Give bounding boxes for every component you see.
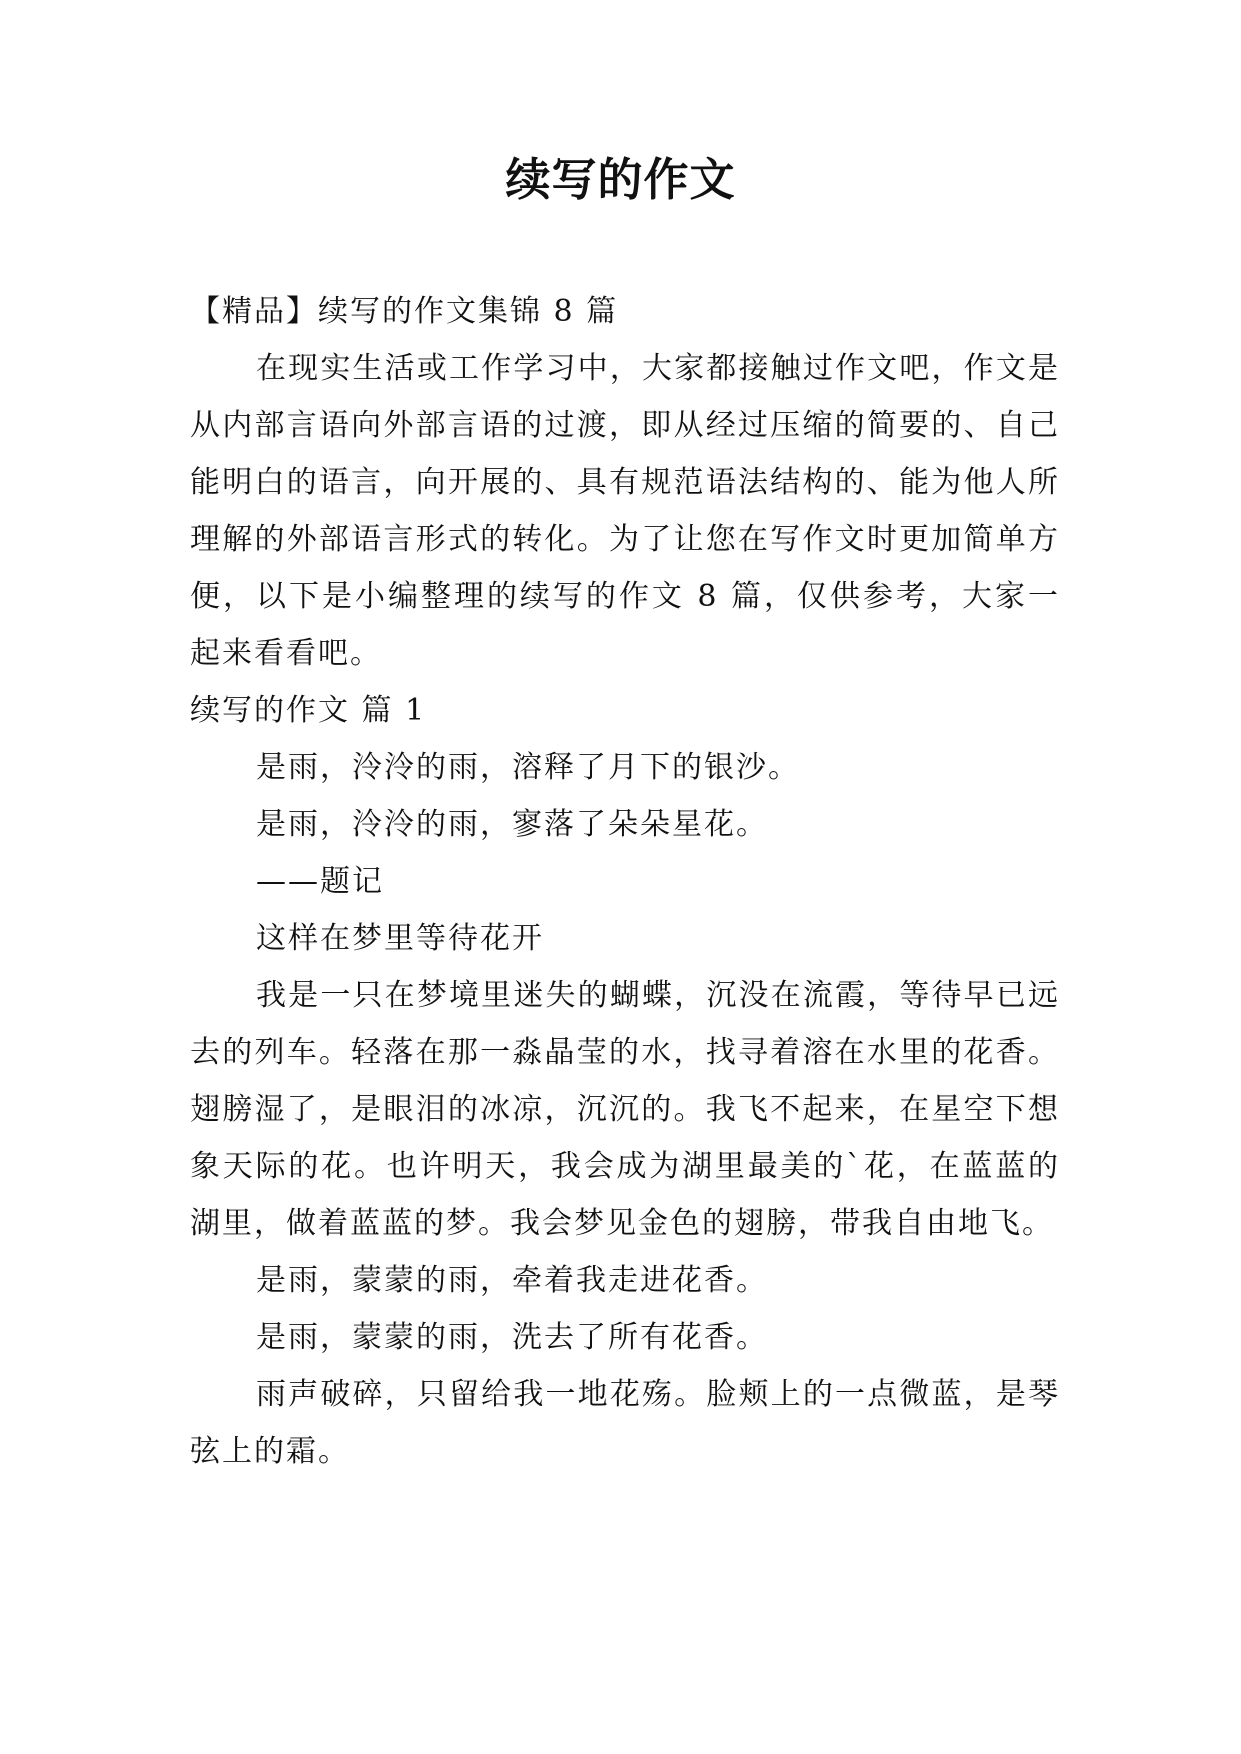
story-paragraph: 雨声破碎，只留给我一地花殇。脸颊上的一点微蓝，是琴弦上的霜。	[190, 1377, 1060, 1469]
story-paragraph: 我是一只在梦境里迷失的蝴蝶，沉没在流霞，等待早已远去的列车。轻落在那一淼晶莹的水，找寻着溶在水里的花香。翅膀湿了，是眼泪的冰凉，沉沉的。我飞不起来，在星空下想象天际的花。也许明天，我会成为湖里最美的`花，在蓝蓝的湖里，做着蓝蓝的梦。我会梦见金色的翅膀，带我自由地飞。	[190, 978, 1060, 1241]
section-heading: 续写的作文 篇 1	[190, 693, 427, 728]
poem-line: 是雨，泠泠的雨，寥落了朵朵星花。	[256, 807, 768, 842]
document-body	[190, 283, 1060, 1480]
poem-line: 是雨，泠泠的雨，溶释了月下的银沙。	[256, 750, 800, 785]
epigraph-label: ——题记	[256, 864, 384, 899]
intro-paragraph: 在现实生活或工作学习中，大家都接触过作文吧，作文是从内部言语向外部言语的过渡，即从经过压缩的简要的、自己能明白的语言，向开展的、具有规范语法结构的、能为他人所理解的外部语言形式的转化。为了让您在写作文时更加简单方便，以下是小编整理的续写的作文 8 篇，仅供参考，大家一起来看看吧。	[190, 351, 1060, 671]
document-title: 续写的作文	[505, 153, 736, 206]
story-subtitle: 这样在梦里等待花开	[256, 921, 544, 956]
poem-line: 是雨，蒙蒙的雨，洗去了所有花香。	[256, 1320, 768, 1355]
subtitle-paragraph: 【精品】续写的作文集锦 8 篇	[190, 294, 619, 329]
poem-line: 是雨，蒙蒙的雨，牵着我走进花香。	[256, 1263, 768, 1298]
